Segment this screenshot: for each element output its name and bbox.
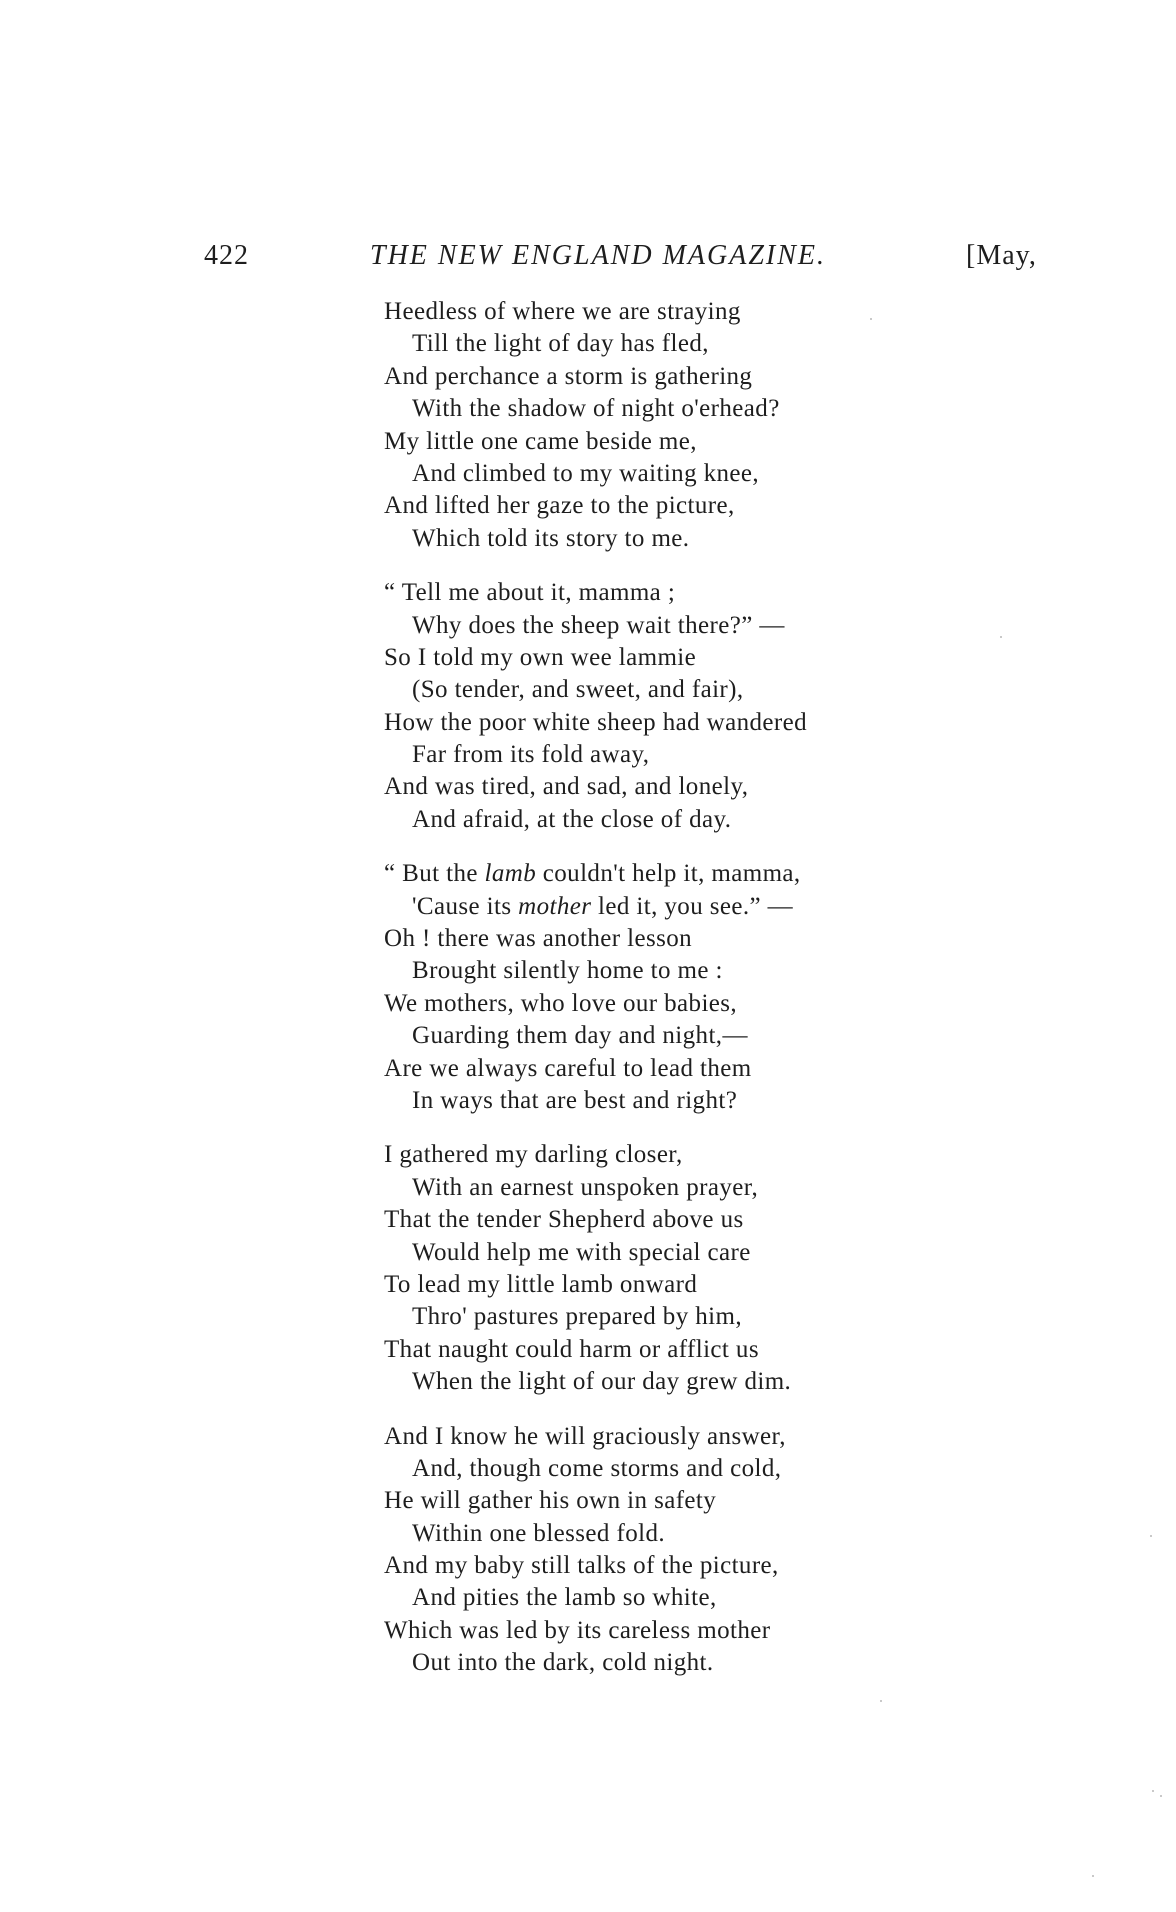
poem-line: Which was led by its careless mother bbox=[384, 1616, 771, 1644]
poem-line bbox=[384, 891, 944, 923]
poem-body bbox=[384, 296, 944, 1702]
poem-line: “ Tell me about it, mamma ; bbox=[384, 579, 676, 607]
poem-line: With the shadow of night o'erhead? bbox=[412, 395, 780, 423]
poem-line: That the tender Shepherd above us bbox=[384, 1206, 744, 1234]
stanza bbox=[384, 858, 944, 1117]
poem-line: And I know he will graciously answer, bbox=[384, 1422, 786, 1450]
scan-speck bbox=[1150, 1535, 1152, 1537]
scan-speck bbox=[1160, 1795, 1162, 1797]
poem-line: Are we always careful to lead them bbox=[384, 1054, 752, 1082]
scan-speck bbox=[1092, 1875, 1094, 1877]
poem-line: How the poor white sheep had wandered bbox=[384, 708, 808, 736]
scan-speck bbox=[880, 1700, 882, 1702]
poem-line: My little one came beside me, bbox=[384, 427, 697, 455]
scan-speck bbox=[870, 318, 872, 320]
poem-line: Oh ! there was another lesson bbox=[384, 925, 693, 953]
poem-line: And perchance a storm is gathering bbox=[384, 362, 753, 390]
poem-line: To lead my little lamb onward bbox=[384, 1270, 698, 1298]
scan-speck bbox=[1000, 636, 1002, 638]
stanza bbox=[384, 1421, 944, 1680]
issue-month: [May, bbox=[966, 240, 1037, 271]
poem-line: With an earnest unspoken prayer, bbox=[412, 1173, 759, 1201]
poem-line: Within one blessed fold. bbox=[412, 1519, 665, 1547]
poem-line: Which told its story to me. bbox=[412, 524, 690, 552]
poem-line: And afraid, at the close of day. bbox=[412, 805, 732, 833]
line-text: led it, you see.” — bbox=[591, 892, 794, 920]
magazine-title: THE NEW ENGLAND MAGAZINE. bbox=[370, 240, 826, 271]
poem-line: Heedless of where we are straying bbox=[384, 298, 741, 325]
stanza bbox=[384, 1139, 944, 1398]
poem-line: I gathered my darling closer, bbox=[384, 1141, 683, 1169]
scan-speck bbox=[1152, 1790, 1154, 1792]
poem-line: We mothers, who love our babies, bbox=[384, 989, 738, 1017]
poem-line: In ways that are best and right? bbox=[412, 1086, 738, 1114]
running-head bbox=[0, 236, 1176, 276]
italic-word: lamb bbox=[484, 860, 537, 888]
page-number: 422 bbox=[204, 240, 249, 271]
poem-line: And climbed to my waiting knee, bbox=[412, 459, 760, 487]
poem-line: Far from its fold away, bbox=[412, 741, 650, 769]
poem-line: (So tender, and sweet, and fair), bbox=[412, 676, 744, 704]
poem-line: And pities the lamb so white, bbox=[412, 1584, 717, 1612]
stanza bbox=[384, 577, 944, 836]
line-text: couldn't help it, mamma, bbox=[536, 860, 801, 888]
poem-line: Brought silently home to me : bbox=[412, 957, 723, 985]
poem-line: So I told my own wee lammie bbox=[384, 643, 697, 671]
poem-line: And was tired, and sad, and lonely, bbox=[384, 773, 749, 801]
poem-line: When the light of our day grew dim. bbox=[412, 1368, 792, 1396]
poem-line: That naught could harm or afflict us bbox=[384, 1335, 759, 1363]
poem-line: And lifted her gaze to the picture, bbox=[384, 492, 735, 520]
poem-line: Would help me with special care bbox=[412, 1238, 751, 1266]
poem-line: Out into the dark, cold night. bbox=[412, 1649, 714, 1677]
line-text: “ But the bbox=[384, 860, 485, 888]
poem-line: Why does the sheep wait there?” — bbox=[412, 611, 785, 639]
poem-line: Till the light of day has fled, bbox=[412, 330, 709, 358]
poem-line: And, though come storms and cold, bbox=[412, 1454, 782, 1482]
poem-line: He will gather his own in safety bbox=[384, 1487, 717, 1515]
poem-line: Thro' pastures prepared by him, bbox=[412, 1303, 743, 1331]
italic-word: mother bbox=[518, 892, 592, 920]
stanza bbox=[384, 296, 944, 555]
poem-line: And my baby still talks of the picture, bbox=[384, 1552, 779, 1580]
poem-line bbox=[384, 858, 944, 890]
line-text: 'Cause its bbox=[412, 892, 519, 920]
poem-line: Guarding them day and night,— bbox=[412, 1022, 748, 1050]
